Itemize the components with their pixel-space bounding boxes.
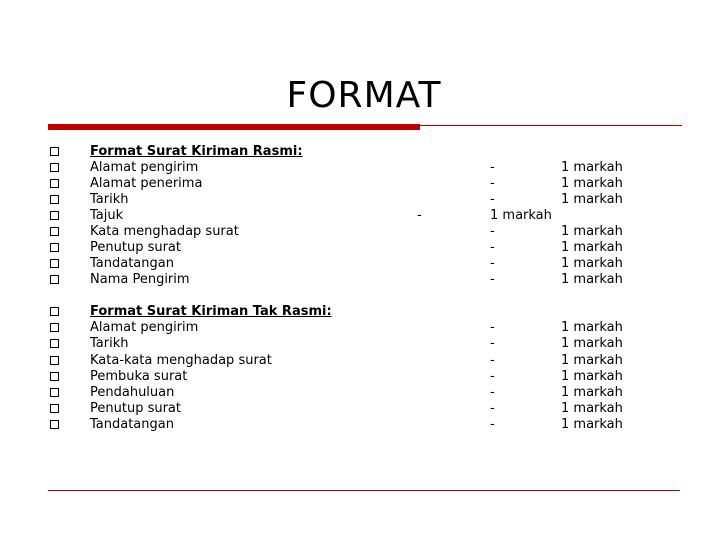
item-label: Kata-kata menghadap surat — [90, 353, 272, 368]
item-dash: - — [490, 272, 495, 287]
item-mark: 1 markah — [561, 401, 623, 416]
hollow-square-bullet-icon — [50, 211, 59, 220]
item-label: Tarikh — [90, 192, 129, 207]
item-label: Penutup surat — [90, 401, 181, 416]
item-label: Kata menghadap surat — [90, 224, 239, 239]
item-label: Pendahuluan — [90, 385, 175, 400]
section-heading: Format Surat Kiriman Tak Rasmi: — [90, 304, 332, 319]
list-item — [0, 192, 728, 208]
hollow-square-bullet-icon — [50, 227, 59, 236]
item-dash: - — [490, 224, 495, 239]
item-mark: 1 markah — [561, 240, 623, 255]
item-mark: 1 markah — [561, 369, 623, 384]
hollow-square-bullet-icon — [50, 275, 59, 284]
item-label: Nama Pengirim — [90, 272, 190, 287]
list-item — [0, 385, 728, 401]
list-item — [0, 369, 728, 385]
hollow-square-bullet-icon — [50, 195, 59, 204]
list-item — [0, 224, 728, 240]
item-dash: - — [490, 336, 495, 351]
title-underline-thin — [420, 125, 682, 126]
item-dash: - — [490, 160, 495, 175]
item-label: Pembuka surat — [90, 369, 188, 384]
slide-title: FORMAT — [286, 75, 442, 116]
item-mark: 1 markah — [561, 320, 623, 335]
hollow-square-bullet-icon — [50, 420, 59, 429]
item-label: Tajuk — [90, 208, 124, 223]
item-mark: 1 markah — [561, 272, 623, 287]
item-mark: 1 markah — [561, 417, 623, 432]
hollow-square-bullet-icon — [50, 404, 59, 413]
hollow-square-bullet-icon — [50, 243, 59, 252]
item-dash: - — [490, 192, 495, 207]
list-item — [0, 208, 728, 224]
item-dash: - — [490, 417, 495, 432]
list-item — [0, 401, 728, 417]
item-dash: - — [490, 240, 495, 255]
hollow-square-bullet-icon — [50, 163, 59, 172]
item-mark: 1 markah — [561, 385, 623, 400]
item-dash: - — [490, 353, 495, 368]
item-dash: - — [490, 385, 495, 400]
title-underline-thick — [48, 124, 420, 130]
hollow-square-bullet-icon — [50, 323, 59, 332]
item-mark: 1 markah — [561, 256, 623, 271]
section-heading: Format Surat Kiriman Rasmi: — [90, 144, 303, 159]
item-mark: 1 markah — [561, 192, 623, 207]
item-dash: - — [490, 320, 495, 335]
item-dash: - — [490, 401, 495, 416]
list-item — [0, 240, 728, 256]
list-item — [0, 353, 728, 369]
list-item — [0, 160, 728, 176]
item-label: Alamat pengirim — [90, 160, 199, 175]
item-dash: - — [490, 256, 495, 271]
hollow-square-bullet-icon — [50, 388, 59, 397]
item-label: Alamat penerima — [90, 176, 203, 191]
item-mark: 1 markah — [561, 336, 623, 351]
list-item — [0, 336, 728, 352]
list-item — [0, 320, 728, 336]
list-item — [0, 272, 728, 288]
item-label: Penutup surat — [90, 240, 181, 255]
item-dash: - — [490, 176, 495, 191]
item-label: Alamat pengirim — [90, 320, 199, 335]
hollow-square-bullet-icon — [50, 147, 59, 156]
list-item — [0, 417, 728, 433]
section-heading-row — [0, 144, 728, 160]
hollow-square-bullet-icon — [50, 356, 59, 365]
hollow-square-bullet-icon — [50, 259, 59, 268]
item-mark: 1 markah — [561, 353, 623, 368]
item-label: Tandatangan — [90, 417, 174, 432]
item-mark: 1 markah — [561, 160, 623, 175]
item-label: Tandatangan — [90, 256, 174, 271]
hollow-square-bullet-icon — [50, 339, 59, 348]
item-mark: 1 markah — [561, 176, 623, 191]
item-dash: - — [417, 208, 422, 223]
item-mark: 1 markah — [490, 208, 552, 223]
item-dash: - — [490, 369, 495, 384]
hollow-square-bullet-icon — [50, 307, 59, 316]
item-mark: 1 markah — [561, 224, 623, 239]
list-item — [0, 256, 728, 272]
footer-divider — [48, 490, 680, 491]
item-label: Tarikh — [90, 336, 129, 351]
hollow-square-bullet-icon — [50, 179, 59, 188]
hollow-square-bullet-icon — [50, 372, 59, 381]
section-heading-row — [0, 304, 728, 320]
list-item — [0, 176, 728, 192]
